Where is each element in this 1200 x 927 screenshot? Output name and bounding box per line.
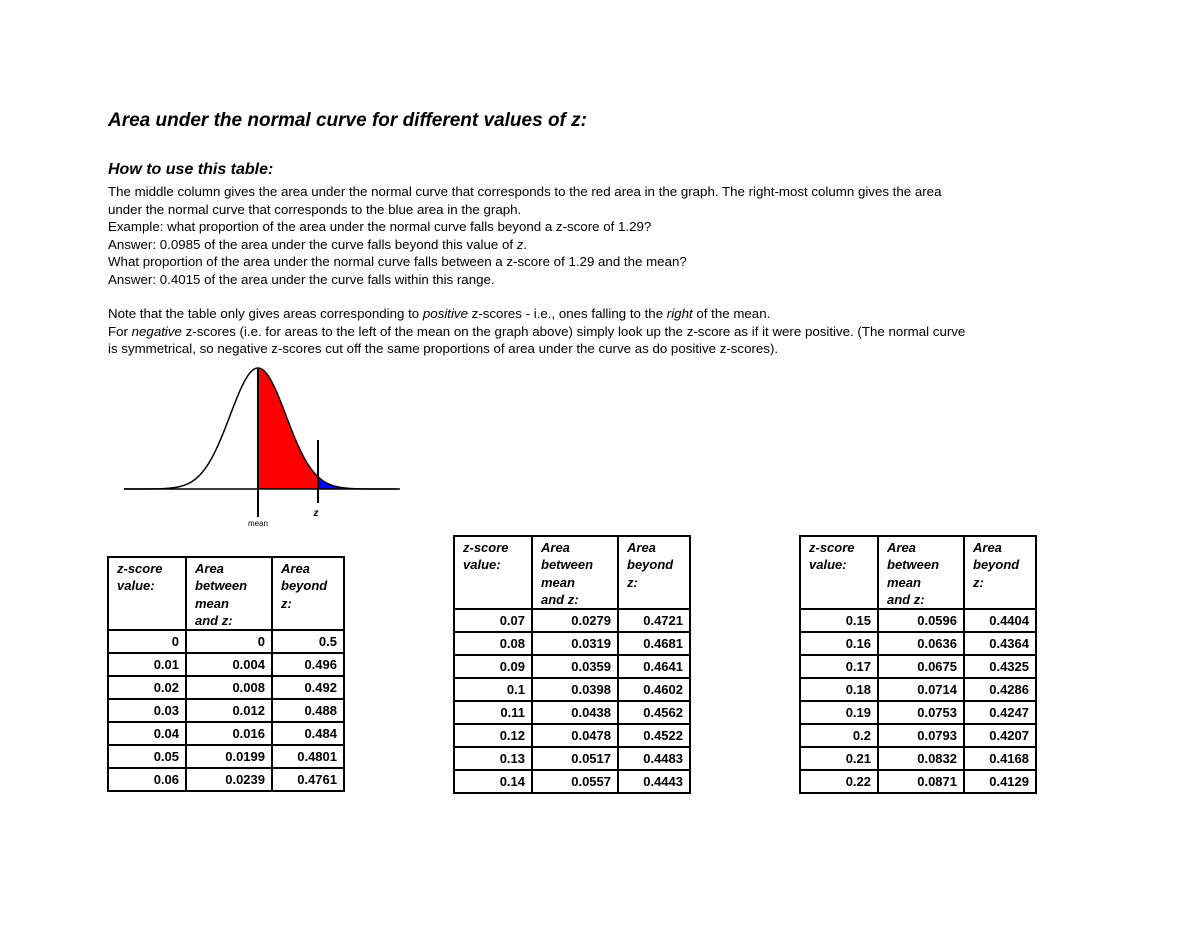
instructions-paragraph	[108, 183, 1098, 289]
area-between-cell: 0.0557	[532, 770, 618, 793]
text-line: What proportion of the area under the normal curve falls between a z-score of 1.29 and the mean?	[108, 254, 687, 270]
z-table-2	[453, 535, 691, 794]
text-fragment: right	[666, 306, 693, 321]
text-line	[108, 305, 1098, 323]
table-row	[108, 653, 344, 676]
area-between-cell: 0.0199	[186, 745, 272, 768]
z-score-cell: 0.14	[454, 770, 532, 793]
table-body	[108, 630, 344, 791]
table-row	[800, 632, 1036, 655]
text-line: Example: what proportion of the area under the normal curve falls beyond a z-score of 1.29?	[108, 219, 652, 235]
z-score-cell: 0.05	[108, 745, 186, 768]
area-between-cell: 0.012	[186, 699, 272, 722]
area-between-cell: 0.0359	[532, 655, 618, 678]
table-row	[454, 678, 690, 701]
area-beyond-cell: 0.4602	[618, 678, 690, 701]
area-between-cell: 0.0239	[186, 768, 272, 791]
table-row	[454, 701, 690, 724]
text-line: The middle column gives the area under the normal curve that corresponds to the red area in the graph. The right-most column gives the area	[108, 184, 942, 199]
z-score-cell: 0.01	[108, 653, 186, 676]
area-beyond-cell: 0.484	[272, 722, 344, 745]
table-body	[454, 609, 690, 793]
area-beyond-cell: 0.4404	[964, 609, 1036, 632]
text-line: is symmetrical, so negative z-scores cut off the same proportions of area under the curve as do positive z-scores).	[108, 341, 779, 357]
text-fragment: z-scores - i.e., ones falling to the	[467, 306, 667, 321]
z-score-cell: 0.06	[108, 768, 186, 791]
table-row	[800, 747, 1036, 770]
text-fragment: z-scores (i.e. for areas to the left of the mean on the graph above) simply look up the z-score as if it were positive. (The normal curve	[181, 323, 966, 339]
note-paragraph	[108, 305, 1098, 358]
area-between-cell: 0.0832	[878, 747, 964, 770]
table-row	[108, 699, 344, 722]
table-row	[800, 770, 1036, 793]
table-row	[108, 630, 344, 653]
area-between-cell: 0.0675	[878, 655, 964, 678]
beyond-area-fill	[318, 477, 397, 489]
area-between-cell: 0.0438	[532, 701, 618, 724]
z-score-cell: 0.13	[454, 747, 532, 770]
table-row	[800, 655, 1036, 678]
area-between-cell: 0.0753	[878, 701, 964, 724]
table-row	[108, 768, 344, 791]
area-beyond-cell: 0.4641	[618, 655, 690, 678]
table-row	[800, 609, 1036, 632]
z-score-cell: 0.04	[108, 722, 186, 745]
area-between-cell: 0.008	[186, 676, 272, 699]
area-between-cell: 0.0714	[878, 678, 964, 701]
z-score-cell: 0.22	[800, 770, 878, 793]
area-between-cell: 0.0596	[878, 609, 964, 632]
area-beyond-cell: 0.4286	[964, 678, 1036, 701]
area-beyond-cell: 0.4443	[618, 770, 690, 793]
z-score-cell: 0.07	[454, 609, 532, 632]
z-score-cell: 0.16	[800, 632, 878, 655]
z-score-cell: 0.2	[800, 724, 878, 747]
area-beyond-cell: 0.4801	[272, 745, 344, 768]
z-score-cell: 0	[108, 630, 186, 653]
header-area-beyond: Area beyond z:	[618, 536, 690, 609]
area-beyond-cell: 0.4681	[618, 632, 690, 655]
text-line	[108, 236, 1098, 254]
table-row	[108, 722, 344, 745]
header-area-between: Area between mean and z:	[532, 536, 618, 609]
header-area-beyond: Area beyond z:	[964, 536, 1036, 609]
z-score-cell: 0.1	[454, 678, 532, 701]
z-score-cell: 0.15	[800, 609, 878, 632]
table-row	[454, 655, 690, 678]
text-fragment: Answer: 0.0985 of the area under the curve falls beyond this value of	[108, 236, 517, 252]
area-between-cell: 0.0478	[532, 724, 618, 747]
header-area-beyond: Area beyond z:	[272, 557, 344, 630]
table-row	[454, 632, 690, 655]
z-label: z	[313, 508, 319, 519]
area-between-cell: 0.016	[186, 722, 272, 745]
z-score-cell: 0.17	[800, 655, 878, 678]
z-score-cell: 0.08	[454, 632, 532, 655]
z-score-cell: 0.21	[800, 747, 878, 770]
text-fragment: z	[516, 236, 524, 252]
area-between-cell: 0.0793	[878, 724, 964, 747]
text-fragment: of the mean.	[692, 306, 771, 321]
area-between-cell: 0.0319	[532, 632, 618, 655]
text-line: under the normal curve that corresponds to the blue area in the graph.	[108, 201, 522, 217]
z-score-cell: 0.02	[108, 676, 186, 699]
table-row	[800, 724, 1036, 747]
page-title: Area under the normal curve for different values of z:	[108, 110, 587, 131]
table-row	[454, 770, 690, 793]
area-between-cell: 0.0636	[878, 632, 964, 655]
z-score-cell: 0.12	[454, 724, 532, 747]
text-line: Answer: 0.4015 of the area under the curve falls within this range.	[108, 271, 495, 287]
area-beyond-cell: 0.4522	[618, 724, 690, 747]
z-score-cell: 0.03	[108, 699, 186, 722]
table-row	[800, 701, 1036, 724]
table-row	[454, 747, 690, 770]
area-beyond-cell: 0.4364	[964, 632, 1036, 655]
z-score-cell: 0.18	[800, 678, 878, 701]
area-beyond-cell: 0.4721	[618, 609, 690, 632]
between-area-fill	[258, 368, 318, 489]
area-between-cell: 0.0279	[532, 609, 618, 632]
table-row	[108, 745, 344, 768]
table-row	[454, 724, 690, 747]
z-table-3	[799, 535, 1037, 794]
area-beyond-cell: 0.4129	[964, 770, 1036, 793]
header-z-score: z-score value:	[108, 557, 186, 630]
header-z-score: z-score value:	[800, 536, 878, 609]
table-row	[108, 676, 344, 699]
table-body	[800, 609, 1036, 793]
mean-label: mean	[247, 519, 269, 528]
area-between-cell: 0.004	[186, 653, 272, 676]
header-area-between: Area between mean and z:	[878, 536, 964, 609]
area-beyond-cell: 0.4325	[964, 655, 1036, 678]
area-beyond-cell: 0.4483	[618, 747, 690, 770]
header-area-between: Area between mean and z:	[186, 557, 272, 630]
z-score-cell: 0.11	[454, 701, 532, 724]
z-score-cell: 0.19	[800, 701, 878, 724]
area-beyond-cell: 0.4207	[964, 724, 1036, 747]
text-line	[108, 323, 1098, 341]
area-between-cell: 0.0398	[532, 678, 618, 701]
area-beyond-cell: 0.492	[272, 676, 344, 699]
area-between-cell: 0.0871	[878, 770, 964, 793]
text-fragment: Note that the table only gives areas corresponding to	[108, 306, 423, 321]
area-beyond-cell: 0.4562	[618, 701, 690, 724]
area-beyond-cell: 0.488	[272, 699, 344, 722]
area-beyond-cell: 0.5	[272, 630, 344, 653]
header-z-score: z-score value:	[454, 536, 532, 609]
text-fragment: positive	[422, 306, 468, 321]
z-table-1	[107, 556, 345, 792]
area-between-cell: 0	[186, 630, 272, 653]
area-beyond-cell: 0.496	[272, 653, 344, 676]
area-beyond-cell: 0.4168	[964, 747, 1036, 770]
area-beyond-cell: 0.4761	[272, 768, 344, 791]
text-fragment: For	[108, 323, 132, 339]
text-fragment: negative	[131, 323, 182, 339]
table-row	[454, 609, 690, 632]
area-beyond-cell: 0.4247	[964, 701, 1036, 724]
howto-heading: How to use this table:	[108, 161, 274, 178]
area-between-cell: 0.0517	[532, 747, 618, 770]
text-fragment: .	[523, 236, 528, 252]
z-score-cell: 0.09	[454, 655, 532, 678]
normal-curve-graph	[110, 362, 410, 534]
table-row	[800, 678, 1036, 701]
